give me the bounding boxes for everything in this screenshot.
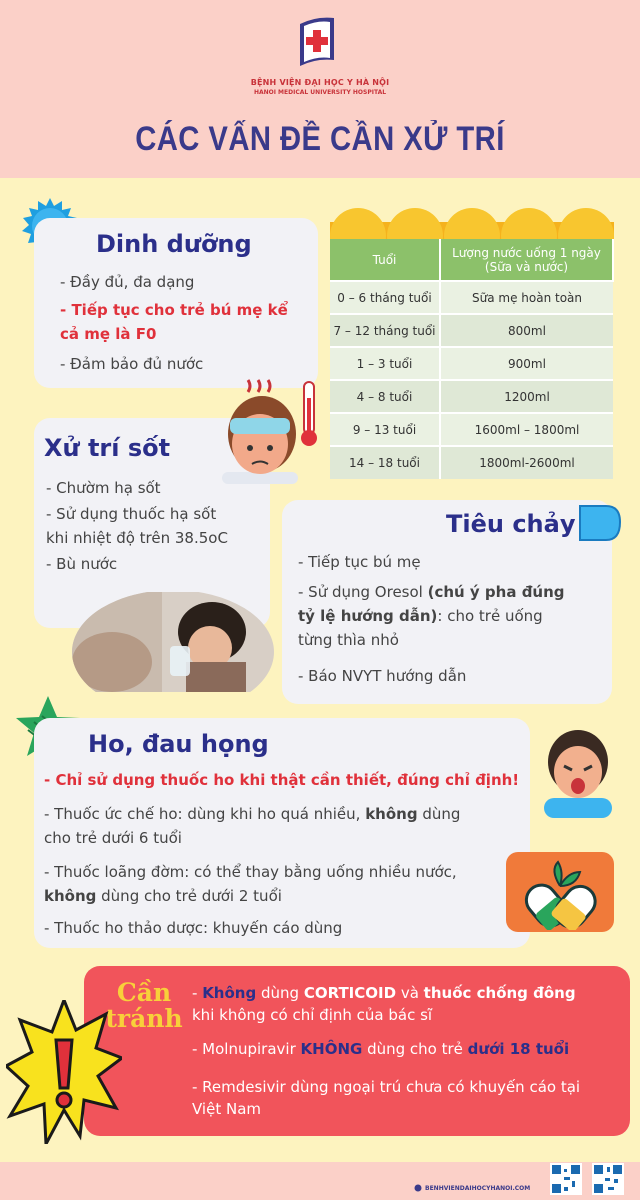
avoid-dash-1: - <box>192 984 203 1002</box>
age-cell: 9 – 13 tuổi <box>330 413 440 446</box>
header-amount-line-2: (Sữa và nước) <box>484 259 569 274</box>
avoid-title-line-1: Cần <box>116 978 172 1007</box>
avoid-title-line-2: tránh <box>105 1004 183 1033</box>
footer-band <box>0 1162 640 1200</box>
fever-line-2b: khi nhiệt độ trên 38.5oC <box>46 529 228 547</box>
header-amount <box>440 239 613 281</box>
cough-not-bold-1: không <box>365 805 418 823</box>
amount-cell: Sữa mẹ hoàn toàn <box>440 281 613 314</box>
header-age: Tuổi <box>330 239 440 281</box>
avoid-molnupiravir: - Molnupiravir <box>192 1040 301 1058</box>
cough-line-3a: - Thuốc loãng đờm: có thể thay bằng uống nhiều nước, <box>44 863 457 881</box>
avoid-not-2: KHÔNG <box>300 1040 363 1058</box>
table-row <box>330 347 613 380</box>
fever-line-3: - Bù nước <box>46 555 118 573</box>
cough-suppressant-text: - Thuốc ức chế ho: dùng khi ho quá nhiều, <box>44 805 366 823</box>
diarrhea-line-2a <box>298 580 565 604</box>
diarrhea-ratio-bold: tỷ lệ hướng dẫn) <box>298 607 438 625</box>
age-cell: 7 – 12 tháng tuổi <box>330 314 440 347</box>
fever-line-1: - Chườm hạ sốt <box>46 479 161 497</box>
cough-line-3b <box>44 884 282 908</box>
cough-use-text: dùng <box>417 805 461 823</box>
scallop-decoration-icon <box>330 206 614 242</box>
fever-title: Xử trí sốt <box>44 434 171 462</box>
age-cell: 0 – 6 tháng tuổi <box>330 281 440 314</box>
child-drinking-photo <box>72 592 274 692</box>
avoid-under18: dưới 18 tuổi <box>467 1040 570 1058</box>
fever-line-2a: - Sử dụng thuốc hạ sốt <box>46 505 217 523</box>
qr-code-icon[interactable] <box>550 1163 582 1195</box>
avoid-line-2 <box>192 1038 569 1060</box>
nutrition-line-3: - Đảm bảo đủ nước <box>60 355 204 373</box>
age-cell: 1 – 3 tuổi <box>330 347 440 380</box>
diarrhea-line-1: - Tiếp tục bú mẹ <box>298 553 421 571</box>
globe-icon <box>414 1184 422 1192</box>
age-cell: 14 – 18 tuổi <box>330 446 440 479</box>
diarrhea-line-2c: từng thìa nhỏ <box>298 631 399 649</box>
diarrhea-line-3: - Báo NVYT hướng dẫn <box>298 667 467 685</box>
avoid-line-1a <box>192 982 576 1004</box>
cough-line-1: - Chỉ sử dụng thuốc ho khi thật cần thiết, đúng chỉ định! <box>44 771 520 789</box>
table-row <box>330 413 613 446</box>
age-cell: 4 – 8 tuổi <box>330 380 440 413</box>
feverish-child-icon <box>218 372 326 484</box>
hospital-logo-icon <box>296 14 342 68</box>
website-url[interactable]: BENHVIENDAIHOCYHANOI.COM <box>425 1185 531 1192</box>
avoid-not-1: Không <box>202 984 257 1002</box>
amount-cell: 1600ml – 1800ml <box>440 413 613 446</box>
water-intake-table <box>330 239 614 479</box>
herbal-capsule-icon <box>514 856 606 930</box>
coughing-child-icon <box>536 722 620 818</box>
nutrition-title: Dinh dưỡng <box>96 230 252 258</box>
cough-line-2b: cho trẻ dưới 6 tuổi <box>44 829 182 847</box>
page-title: CÁC VẤN ĐỀ CẦN XỬ TRÍ <box>135 120 505 158</box>
avoid-anticoagulant: thuốc chống đông <box>423 984 576 1002</box>
avoid-line-3a: - Remdesivir dùng ngoại trú chưa có khuyến cáo tại <box>192 1078 581 1096</box>
qr-code-icon[interactable] <box>592 1163 624 1195</box>
cough-line-2a <box>44 802 460 826</box>
diarrhea-line-2b <box>298 604 543 628</box>
amount-cell: 1800ml-2600ml <box>440 446 613 479</box>
avoid-use-1: dùng <box>256 984 304 1002</box>
nutrition-line-1: - Đầy đủ, đa dạng <box>60 273 195 291</box>
cough-not-bold-2: không <box>44 887 97 905</box>
avoid-corticoid: CORTICOID <box>303 984 397 1002</box>
diarrhea-give-text: : cho trẻ uống <box>437 607 543 625</box>
nutrition-line-2b: cả mẹ là F0 <box>60 325 157 343</box>
hospital-name-vn: BỆNH VIỆN ĐẠI HỌC Y HÀ NỘI <box>250 78 390 87</box>
table-row <box>330 281 613 314</box>
avoid-and: và <box>396 984 424 1002</box>
header-amount-line-1: Lượng nước uống 1 ngày <box>452 245 601 260</box>
cough-line-4: - Thuốc ho thảo dược: khuyến cáo dùng <box>44 919 343 937</box>
avoid-use-2: dùng cho trẻ <box>362 1040 468 1058</box>
avoid-line-1b: khi không có chỉ định của bác sĩ <box>192 1006 433 1024</box>
cough-under2-text: dùng cho trẻ dưới 2 tuổi <box>96 887 282 905</box>
avoid-line-3b: Việt Nam <box>192 1100 262 1118</box>
table-row <box>330 380 613 413</box>
hospital-name-en: HANOI MEDICAL UNIVERSITY HOSPITAL <box>253 89 387 96</box>
table-row <box>330 314 613 347</box>
table-header-row <box>330 239 613 281</box>
amount-cell: 900ml <box>440 347 613 380</box>
nutrition-line-2a: - Tiếp tục cho trẻ bú mẹ kể <box>60 301 288 319</box>
amount-cell: 800ml <box>440 314 613 347</box>
amount-cell: 1200ml <box>440 380 613 413</box>
exclamation-burst-icon <box>6 1000 122 1144</box>
diarrhea-title: Tiêu chảy <box>446 510 576 538</box>
speech-bubble-icon <box>576 504 622 544</box>
diarrhea-note-bold: (chú ý pha đúng <box>427 583 565 601</box>
cough-title: Ho, đau họng <box>88 730 269 758</box>
diarrhea-oresol-text: - Sử dụng Oresol <box>298 583 428 601</box>
table-row <box>330 446 613 479</box>
